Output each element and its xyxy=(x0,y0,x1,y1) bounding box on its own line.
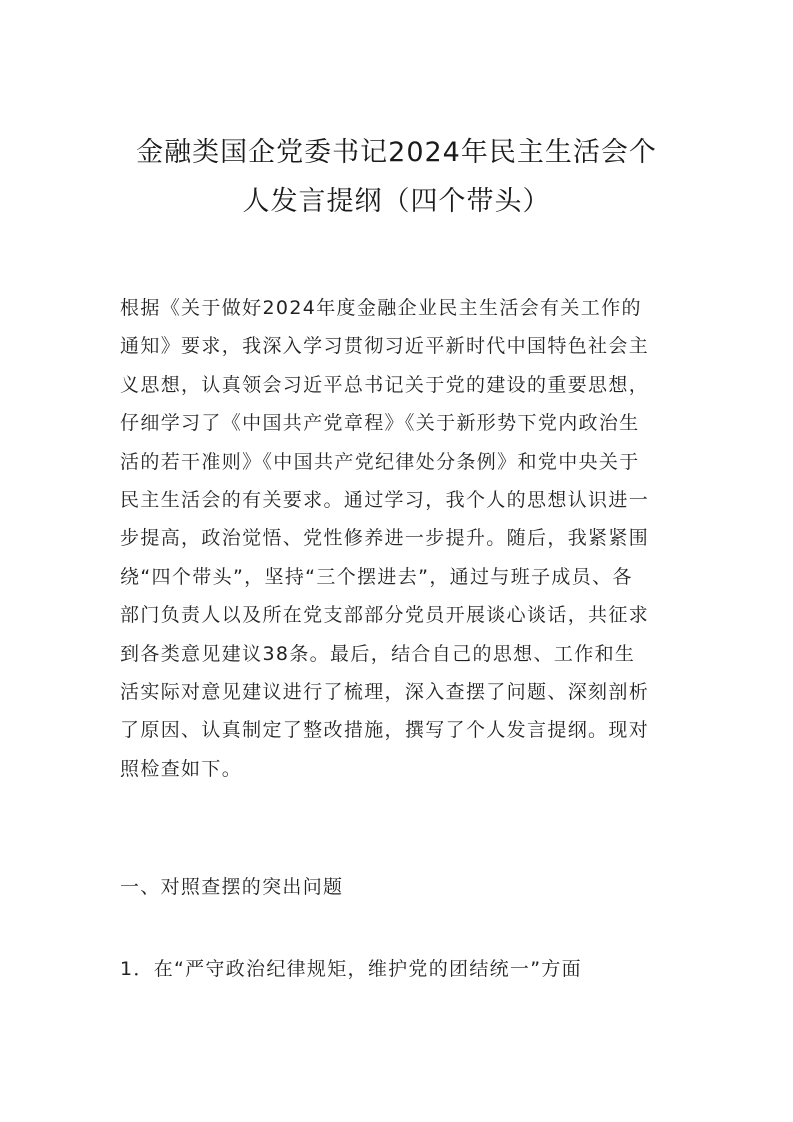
paragraph-line: 活的若干准则》《中国共产党纪律处分条例》和党中央关于 xyxy=(120,450,640,473)
title-line: 人发言提纲（四个带头） xyxy=(242,186,551,217)
paragraph-line: 步提高，政治觉悟、党性修养进一步提升。随后，我紧紧围 xyxy=(120,527,650,550)
paragraph-line: 绕“四个带头”，坚持“三个摆进去”，通过与班子成员、各 xyxy=(120,565,633,588)
subsection-heading: 1．在“严守政治纪律规矩，维护党的团结统一”方面 xyxy=(120,958,582,980)
paragraph-line: 了原因、认真制定了整改措施，撰写了个人发言提纲。现对 xyxy=(120,719,650,742)
paragraph-line: 根据《关于做好2024年度金融企业民主生活会有关工作的 xyxy=(120,297,642,319)
paragraph-line: 民主生活会的有关要求。通过学习，我个人的思想认识进一 xyxy=(120,489,650,512)
document-title xyxy=(110,128,683,226)
paragraph-line: 照检查如下。 xyxy=(120,757,243,780)
paragraph-line: 仔细学习了《中国共产党章程》《关于新形势下党内政治生 xyxy=(120,412,640,435)
paragraph-line: 活实际对意见建议进行了梳理，深入查摆了问题、深刻剖析 xyxy=(120,681,650,704)
intro-paragraph xyxy=(120,289,680,788)
section-heading: 一、对照查摆的突出问题 xyxy=(120,876,344,898)
paragraph-line: 到各类意见建议38条。最后，结合自己的思想、工作和生 xyxy=(120,642,636,665)
paragraph-line: 义思想，认真领会习近平总书记关于党的建设的重要思想， xyxy=(120,373,650,396)
title-line: 金融类国企党委书记2024年民主生活会个 xyxy=(136,137,657,168)
paragraph-line: 部门负责人以及所在党支部部分党员开展谈心谈话，共征求 xyxy=(120,604,650,627)
paragraph-line: 通知》要求，我深入学习贯彻习近平新时代中国特色社会主 xyxy=(120,335,650,358)
